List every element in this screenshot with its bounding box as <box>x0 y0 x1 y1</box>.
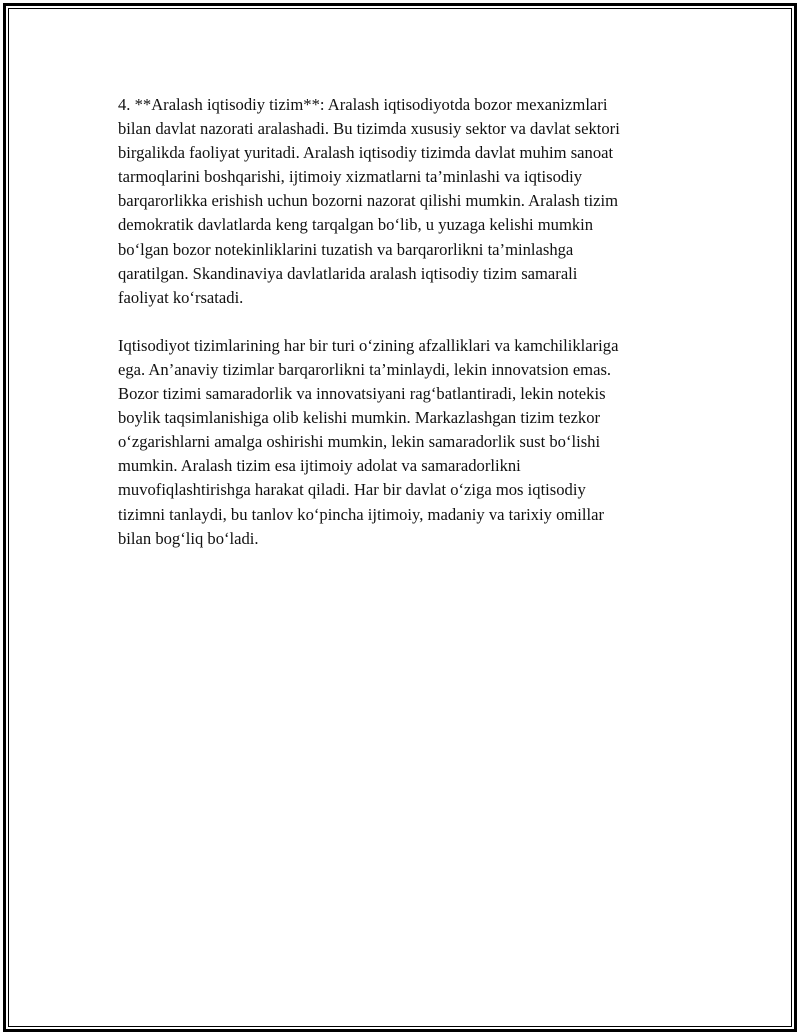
text-line: o‘zgarishlarni amalga oshirishi mumkin, lekin samaradorlik sust bo‘lishi <box>118 432 601 452</box>
text-line: 4. **Aralash iqtisodiy tizim**: Aralash iqtisodiyotda bozor mexanizmlari <box>118 95 608 114</box>
text-line: bilan bog‘liq bo‘ladi. <box>118 528 259 548</box>
text-line: bilan davlat nazorati aralashadi. Bu tizimda xususiy sektor va davlat sektori <box>118 119 620 139</box>
text-line: demokratik davlatlarda keng tarqalgan bo‘lib, u yuzaga kelishi mumkin <box>118 215 594 235</box>
text-line: tarmoqlarini boshqarishi, ijtimoiy xizmatlarni ta’minlashi va iqtisodiy <box>118 167 583 187</box>
text-line: mumkin. Aralash tizim esa ijtimoiy adolat va samaradorlikni <box>118 456 521 476</box>
text-line: barqarorlikka erishish uchun bozorni nazorat qilishi mumkin. Aralash tizim <box>118 191 618 211</box>
text-line: ega. An’anaviy tizimlar barqarorlikni ta’minlaydi, lekin innovatsion emas. <box>118 359 612 379</box>
text-line: Iqtisodiyot tizimlarining har bir turi o‘zining afzalliklari va kamchiliklariga <box>118 335 619 355</box>
text-line: bo‘lgan bozor notekinliklarini tuzatish va barqarorlikni ta’minlashga <box>118 239 574 259</box>
paragraph-mixed-economy <box>118 93 678 310</box>
text-line: boylik taqsimlanishiga olib kelishi mumkin. Markazlashgan tizim tezkor <box>118 408 601 428</box>
text-line: muvofiqlashtirishga harakat qiladi. Har bir davlat o‘ziga mos iqtisodiy <box>118 480 586 500</box>
text-line: faoliyat ko‘rsatadi. <box>118 287 244 307</box>
paragraph-conclusion <box>118 334 678 551</box>
text-line: Bozor tizimi samaradorlik va innovatsiyani rag‘batlantiradi, lekin notekis <box>118 384 606 404</box>
text-line: birgalikda faoliyat yuritadi. Aralash iqtisodiy tizimda davlat muhim sanoat <box>118 143 614 163</box>
document-body <box>118 93 678 575</box>
text-line: qaratilgan. Skandinaviya davlatlarida aralash iqtisodiy tizim samarali <box>118 263 578 283</box>
text-line: tizimni tanlaydi, bu tanlov ko‘pincha ijtimoiy, madaniy va tarixiy omillar <box>118 504 605 524</box>
